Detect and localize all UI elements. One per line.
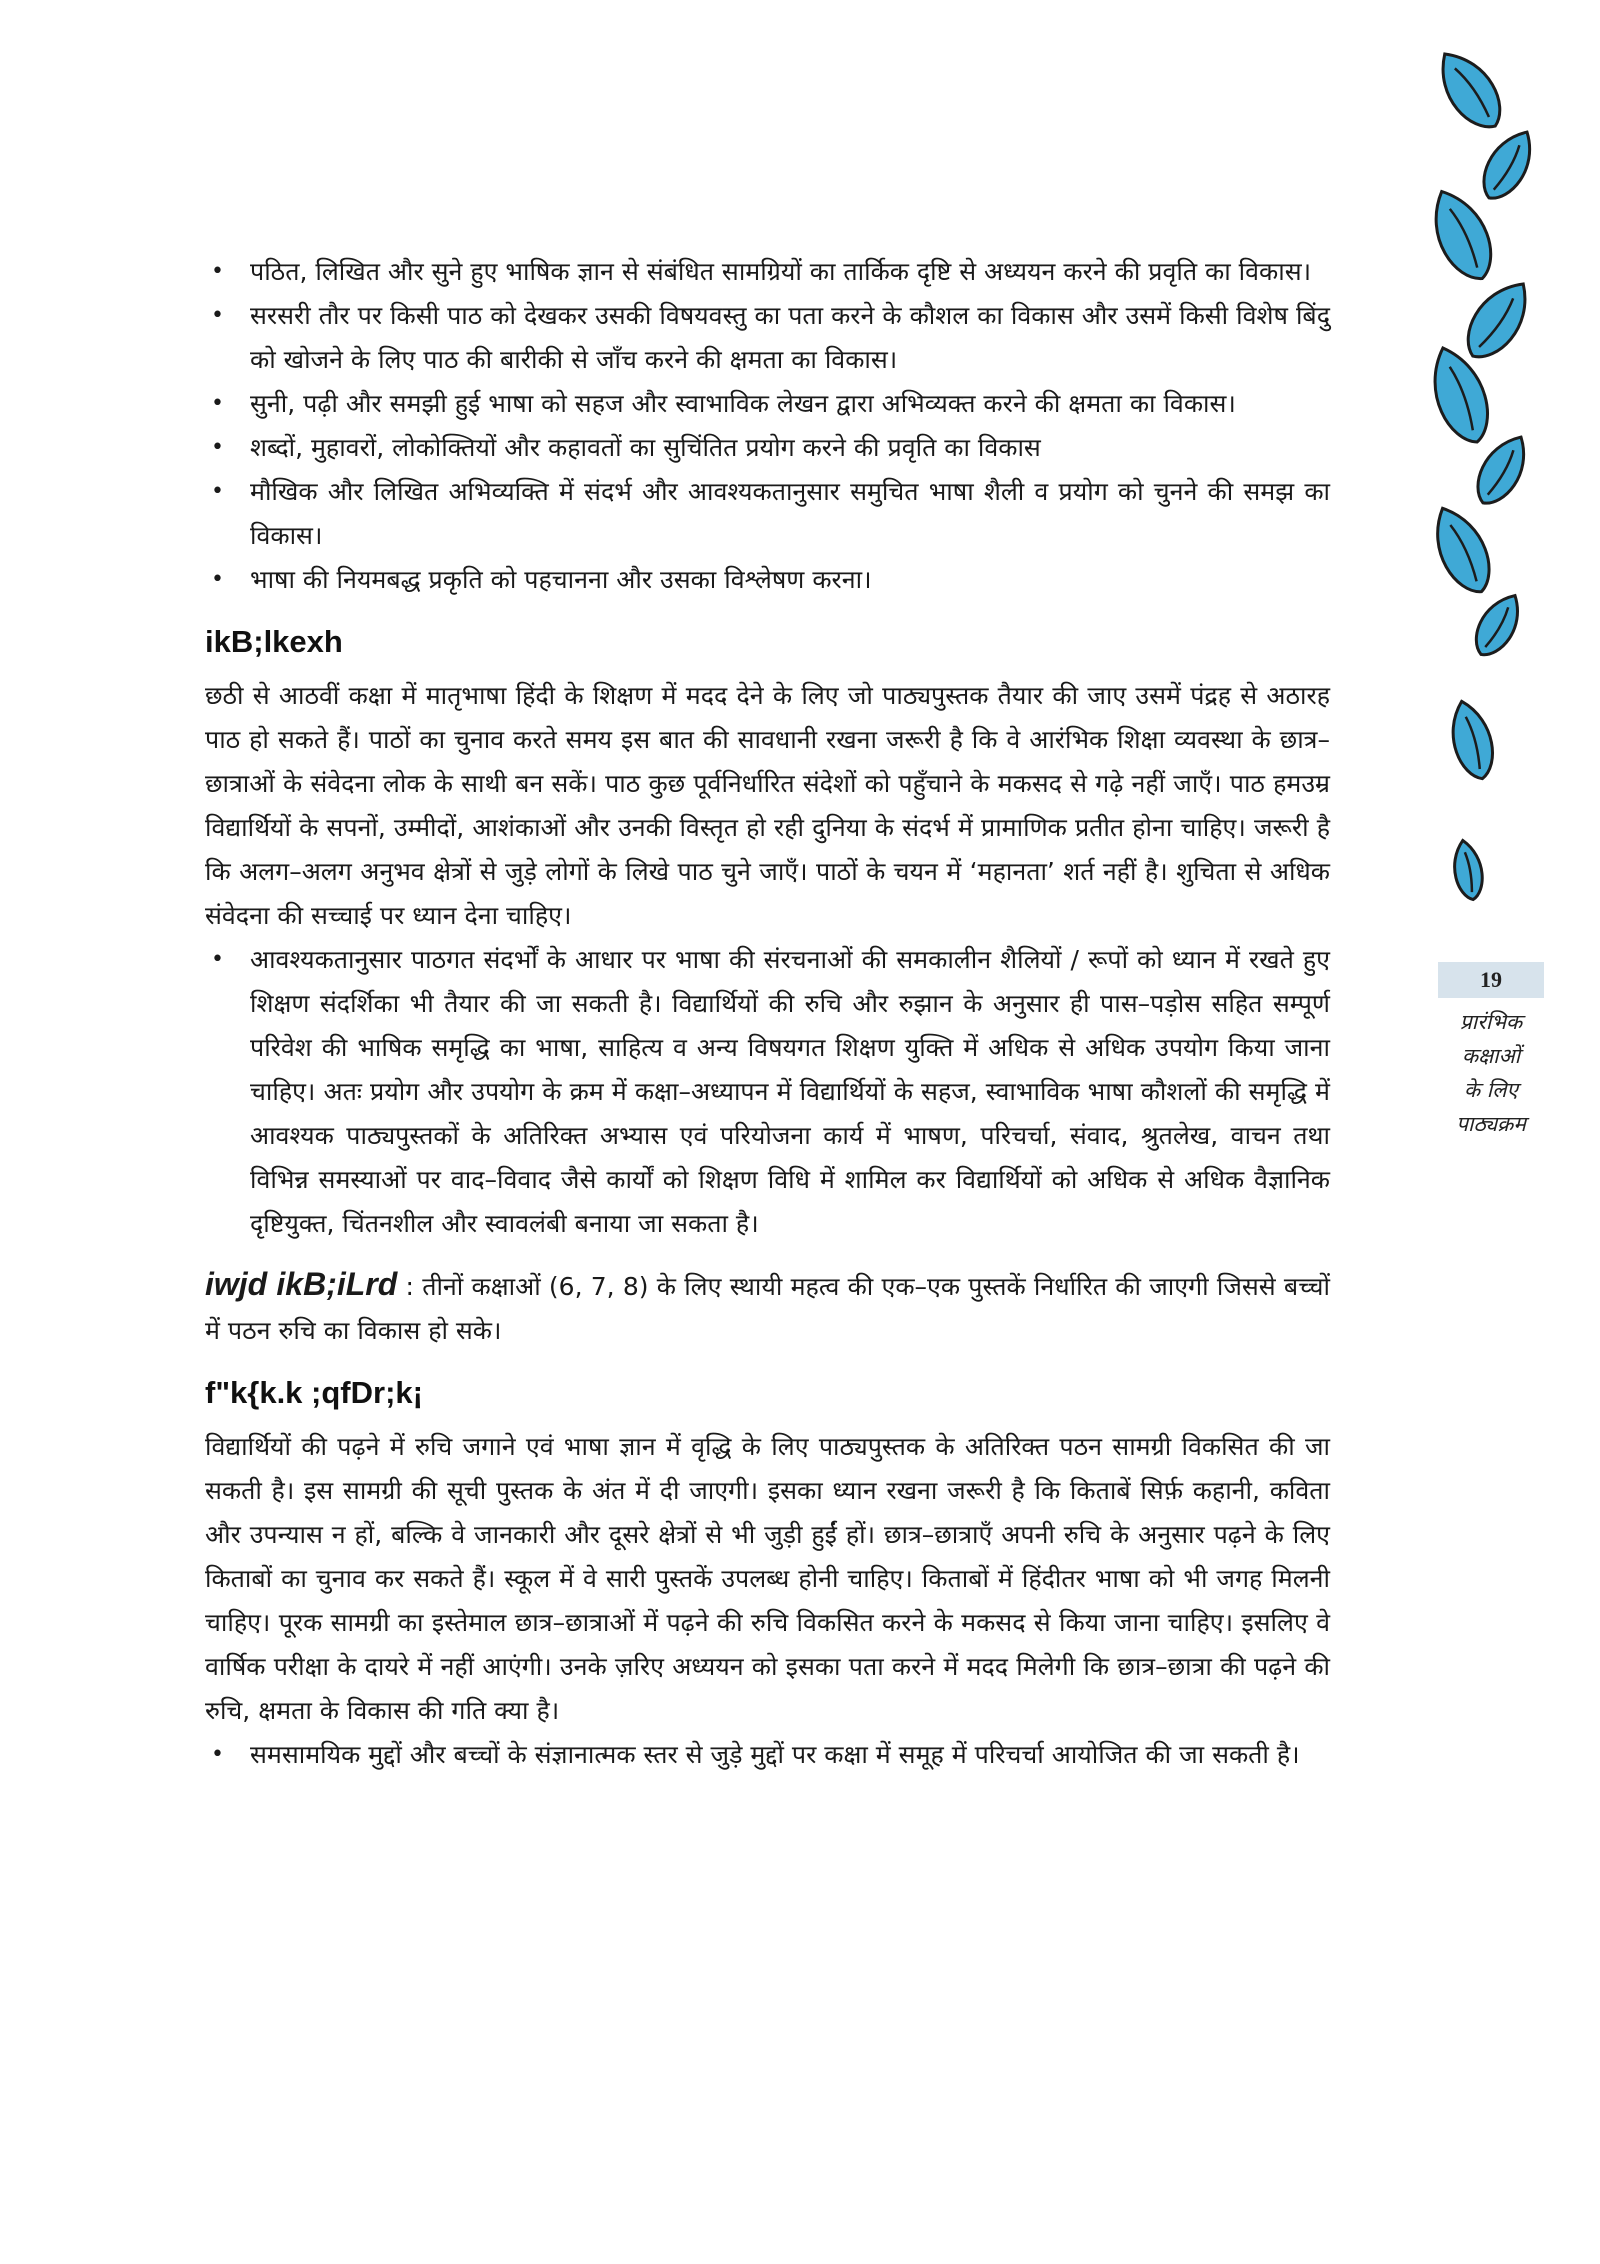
margin-title <box>1418 1005 1564 1141</box>
leaf-icon <box>1444 697 1500 784</box>
list-item: • समसामयिक मुद्दों और बच्चों के संज्ञानात्मक स्तर से जुड़े मुद्दों पर कक्षा में समूह में परिचर्चा आयोजित की जा सकती है। <box>205 1733 1330 1777</box>
leaf-icon <box>1455 272 1541 369</box>
list-item: • आवश्यकतानुसार पाठगत संदर्भों के आधार पर भाषा की संरचनाओं की समकालीन शैलियों / रूपों को ध्यान में रखते हुए शिक्षण संदर्शिका भी तैयार की जा सकती है। विद्यार्थियों की रुचि और रुझान के अनुसार ही पास–पड़ोस सहित सम्पूर्ण परिवेश की भाषिक समृद्धि का भाषा, साहित्य व अन्य विषयगत शिक्षण युक्ति में अधिक से अधिक उपयोग किया जाना चाहिए। अतः प्रयोग और उपयोग के क्रम में कक्षा–अध्यापन में विद्यार्थियों के सहज, स्वाभाविक भाषा कौशलों की समृद्धि में आवश्यक पाठ्यपुस्तकों के अतिरिक्त अभ्यास एवं परियोजना कार्य में भाषण, परिचर्चा, संवाद, श्रुतलेख, वाचन तथा विभिन्न समस्याओं पर वाद–विवाद जैसे कार्यों को शिक्षण विधि में शामिल कर विद्यार्थियों को अधिक से अधि‍क वैज्ञानिक दृष्टियुक्त, चिंतनशील और स्वावलंबी बनाया जा सकता है। <box>205 938 1330 1246</box>
supplementary-book-paragraph: iwjd ikB;iLrd : तीनों कक्षाओं (6, 7, 8) के लिए स्थायी महत्व की एक–एक पुस्तकें निर्धारित की जाएगी जिससे बच्चों में पठन रुचि का विकास हो सके। <box>205 1266 1330 1345</box>
bullet-glyph: • <box>211 567 224 592</box>
leaf-decoration <box>1410 50 1550 930</box>
list-item: • भाषा की नियमबद्ध प्रकृति को पहचानना और उसका विश्लेषण करना। <box>205 558 1330 602</box>
bullet-glyph: • <box>211 259 224 284</box>
leaf-icon <box>1450 838 1487 902</box>
main-content <box>205 250 1330 1777</box>
leaf-icon <box>1427 50 1513 138</box>
margin-title-line: कक्षाओं <box>1461 1044 1521 1068</box>
inline-heading: iwjd ikB;iLrd <box>205 1266 398 1302</box>
margin-title-line: प्रारंभिक <box>1459 1010 1523 1034</box>
section-list <box>205 1733 1330 1777</box>
bullet-glyph: • <box>211 947 224 972</box>
paragraph: विद्यार्थियों की पढ़ने में रुचि जगाने एवं भाषा ज्ञान में वृद्धि के लिए पाठ्यपुस्तक के अतिरिक्त पठन सामग्री विकसित की जा सकती है। इस सामग्री की सूची पुस्तक के अंत में दी जाएगी। इसका ध्यान रखना जरूरी है कि किताबें सिर्फ़ कहानी, कविता और उपन्यास न हों, बल्कि वे जानकारी और दूसरे क्षेत्रों से भी जुड़ी हुईं हों। छात्र–छात्राएँ अपनी रुचि के अनुसार पढ़ने के लिए किताबों का चुनाव कर सकते हैं। स्कूल में वे सारी पुस्तकें उपलब्ध होनी चाहिए। किताबों में हिंदीतर भाषा को भी जगह मिलनी चाहिए। पूरक सामग्री का इस्तेमाल छात्र–छात्राओं में पढ़ने की रुचि विकसित करने के मकसद से किया जाना चाहिए। इसलिए वे वार्षिक परीक्षा के दायरे में नहीं आएंगी। उनके ज़रिए अध्ययन को इसका पता करने में मदद मिलेगी कि छात्र–छात्रा की पढ़ने की रुचि, क्षमता के विकास की गति क्या है। <box>205 1432 1330 1725</box>
leaf-icon <box>1467 587 1530 663</box>
leaf-icon <box>1423 499 1501 601</box>
bullet-glyph: • <box>211 479 224 504</box>
bullet-glyph: • <box>211 1742 224 1767</box>
margin-title-line: पाठ्यक्रम <box>1456 1112 1526 1136</box>
list-item: • पठित, लिखित और सुने हुए भाषिक ज्ञान से संबंधित सामग्रियों का तार्किक दृष्टि से अध्ययन करने की प्रवृति का विकास। <box>205 250 1330 294</box>
bullet-glyph: • <box>211 303 224 328</box>
paragraph: छठी से आठवीं कक्षा में मातृभाषा हिंदी के शिक्षण में मदद देने के लिए जो पाठ्यपुस्तक तैयार की जाए उसमें पंद्रह से अठारह पाठ हो सकते हैं। पाठों का चुनाव करते समय इस बात की सावधानी रखना जरूरी है कि वे आरंभिक शिक्षा व्यवस्था के छात्र–छात्राओं के संवेदना लोक के साथी बन सकें। पाठ कुछ पूर्वनिर्धारित संदेशों को पहुँचाने के मकसद से गढ़े नहीं जाएँ। पाठ हमउम्र विद्यार्थियों के सपनों, उम्मीदों, आशंकाओं और उनकी विस्तृत हो रही दुनिया के संदर्भ में प्रामाणिक प्रतीत होना चाहिए। जरूरी है कि अलग–अलग अनुभव क्षेत्रों से जुड़े लोगों के लिखे पाठ चुने जाएँ। पाठों के चयन में ‘महानता’ शर्त नहीं है। शुचिता से अधिक संवेदना की सच्चाई पर ध्यान देना चाहिए। <box>205 681 1330 930</box>
section-heading-paathya-samagri: ikB;lkexh <box>205 624 343 659</box>
list-item: • सरसरी तौर पर किसी पाठ को देखकर उसकी विषयवस्तु का पता करने के कौशल का विकास और उसमें किसी विशेष बिंदु को खोजने के लिए पाठ की बारीकी से जाँच करने की क्षमता का विकास। <box>205 294 1330 382</box>
bullet-glyph: • <box>211 391 224 416</box>
leaf-icon <box>1473 123 1543 207</box>
list-item: • सुनी, पढ़ी और समझी हुई भाषा को सहज और स्वाभाविक लेखन द्वारा अभिव्यक्त करने की क्षमता का विकास। <box>205 382 1330 426</box>
margin-title-line: के लिए <box>1463 1078 1519 1102</box>
bullet-glyph: • <box>211 435 224 460</box>
section-list <box>205 938 1330 1246</box>
list-item: • मौखिक और लिखित अभिव्यक्ति में संदर्भ और आवश्यकतानुसार समुचित भाषा शैली व प्रयोग को चुनने की समझ का विकास। <box>205 470 1330 558</box>
section-heading-shikshan-yuktiyan: f"k{k.k ;qfDr;k¡ <box>205 1375 423 1410</box>
page-number: 19 <box>1438 962 1544 998</box>
objectives-list <box>205 250 1330 602</box>
list-item: • शब्दों, मुहावरों, लोकोक्तियों और कहावतों का सुचिंतित प्रयोग करने की प्रवृति का विकास <box>205 426 1330 470</box>
